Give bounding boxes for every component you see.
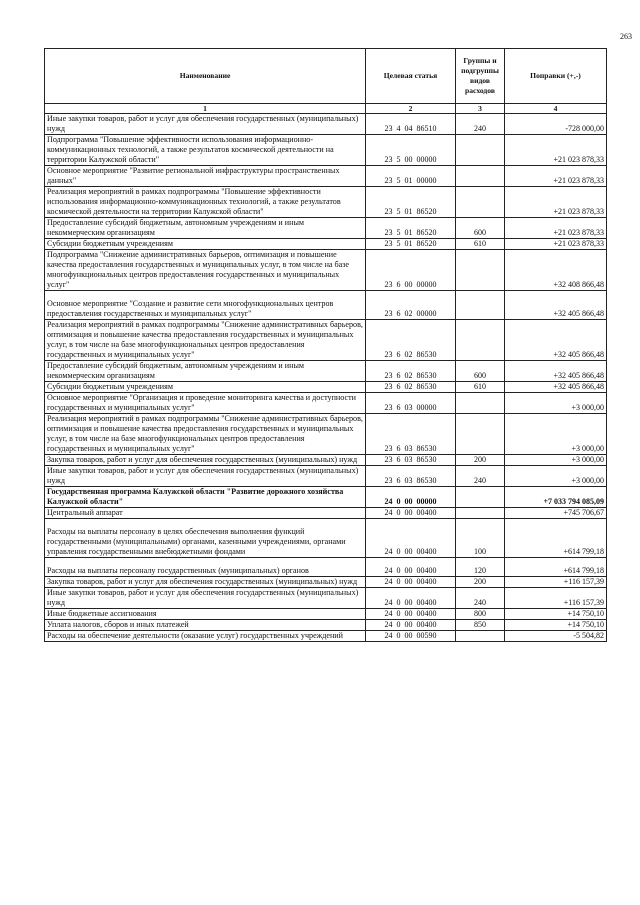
row-name: Подпрограмма "Повышение эффективности использования информационно-коммуникационных технологий, а также результатов космической деятельности на территории Калужской области" [45,135,366,166]
row-expense-group [456,508,505,519]
row-name: Основное мероприятие "Создание и развитие сети многофункциональных центров предоставления государственных и муниципальных услуг" [45,291,366,320]
row-amendment-amount: +3 000,00 [505,393,607,414]
table-row [45,609,607,620]
row-expense-group: 600 [456,218,505,239]
row-name: Субсидии бюджетным учреждениям [45,239,366,250]
column-number: 1 [45,104,366,114]
row-amendment-amount: +32 405 866,48 [505,361,607,382]
row-target-code: 23 5 01 86520 [366,218,456,239]
row-name: Иные закупки товаров, работ и услуг для обеспечения государственных (муниципальных) нужд [45,588,366,609]
row-expense-group [456,135,505,166]
table-row [45,114,607,135]
column-number: 4 [505,104,607,114]
row-name: Основное мероприятие "Развитие региональной инфраструктуры пространственных данных" [45,166,366,187]
table-row [45,519,607,558]
row-target-code: 23 6 02 86530 [366,320,456,361]
row-name: Иные закупки товаров, работ и услуг для обеспечения государственных (муниципальных) нужд [45,114,366,135]
row-name: Реализация мероприятий в рамках подпрограммы "Повышение эффективности использования информационно-коммуникационных технологий, а также результатов космической деятельности на территории Калужской области" [45,187,366,218]
row-amendment-amount: +7 033 794 085,09 [505,487,607,508]
row-target-code: 24 0 00 00400 [366,577,456,588]
row-amendment-amount: +614 799,18 [505,519,607,558]
row-name: Расходы на выплаты персоналу государственных (муниципальных) органов [45,558,366,577]
row-amendment-amount: +21 023 878,33 [505,166,607,187]
row-target-code: 23 6 03 86530 [366,414,456,455]
row-target-code: 23 6 03 86530 [366,455,456,466]
row-name: Иные бюджетные ассигнования [45,609,366,620]
row-expense-group [456,393,505,414]
row-expense-group: 240 [456,114,505,135]
row-target-code: 23 6 02 86530 [366,382,456,393]
row-expense-group: 240 [456,466,505,487]
row-expense-group: 120 [456,558,505,577]
row-target-code: 24 0 00 00400 [366,620,456,631]
table-row [45,382,607,393]
row-amendment-amount: +614 799,18 [505,558,607,577]
row-expense-group: 600 [456,361,505,382]
row-amendment-amount: +3 000,00 [505,455,607,466]
row-target-code: 23 5 00 00000 [366,135,456,166]
table-row [45,218,607,239]
row-name: Закупка товаров, работ и услуг для обеспечения государственных (муниципальных) нужд [45,577,366,588]
table-row [45,558,607,577]
table-row [45,135,607,166]
table-row [45,487,607,508]
table-row [45,508,607,519]
row-name: Реализация мероприятий в рамках подпрограммы "Снижение административных барьеров, оптимизация и повышение качества предоставления государственных и муниципальных услуг, в том числе на базе многофункциональных центров предоставления государственных и муниципальных услуг" [45,414,366,455]
table-row [45,320,607,361]
row-expense-group: 100 [456,519,505,558]
row-name: Подпрограмма "Снижение административных барьеров, оптимизация и повышение качества предоставления государственных и муниципальных услуг, в том числе на базе многофункциональных центров предоставления государственных и муниципальных услуг" [45,250,366,291]
row-name: Закупка товаров, работ и услуг для обеспечения государственных (муниципальных) нужд [45,455,366,466]
row-expense-group: 850 [456,620,505,631]
row-amendment-amount: +21 023 878,33 [505,187,607,218]
table-row [45,588,607,609]
row-amendment-amount: +32 408 866,48 [505,250,607,291]
row-name: Расходы на выплаты персоналу в целях обеспечения выполнения функций государственными (муниципальными) органами, казенными учреждениями, органами управления государственными внебюджетными фондами [45,519,366,558]
row-expense-group [456,414,505,455]
row-name: Субсидии бюджетным учреждениям [45,382,366,393]
row-name: Государственная программа Калужской области "Развитие дорожного хозяйства Калужской области" [45,487,366,508]
row-target-code: 23 6 02 86530 [366,361,456,382]
row-expense-group [456,320,505,361]
row-expense-group: 240 [456,588,505,609]
row-target-code: 23 5 01 00000 [366,166,456,187]
row-amendment-amount: +32 405 866,48 [505,320,607,361]
row-expense-group: 200 [456,455,505,466]
column-number: 2 [366,104,456,114]
table-row [45,577,607,588]
row-name: Реализация мероприятий в рамках подпрограммы "Снижение административных барьеров, оптимизация и повышение качества предоставления государственных и муниципальных услуг, в том числе на базе многофункциональных центров предоставления государственных и муниципальных услуг" [45,320,366,361]
table-row [45,631,607,642]
table-body [45,114,607,642]
row-target-code: 24 0 00 00400 [366,519,456,558]
header-name: Наименование [45,49,366,104]
row-target-code: 24 0 00 00400 [366,508,456,519]
table-row [45,361,607,382]
row-name: Центральный аппарат [45,508,366,519]
row-amendment-amount: +21 023 878,33 [505,218,607,239]
row-target-code: 23 6 00 00000 [366,250,456,291]
row-expense-group: 800 [456,609,505,620]
row-target-code: 24 0 00 00000 [366,487,456,508]
row-target-code: 23 6 02 00000 [366,291,456,320]
row-target-code: 24 0 00 00590 [366,631,456,642]
row-expense-group [456,291,505,320]
row-amendment-amount: +14 750,10 [505,620,607,631]
row-name: Основное мероприятие "Организация и проведение мониторинга качества и доступности государственных и муниципальных услуг" [45,393,366,414]
row-amendment-amount: -728 000,00 [505,114,607,135]
header-target: Целевая статья [366,49,456,104]
column-number: 3 [456,104,505,114]
table-row [45,187,607,218]
row-expense-group: 200 [456,577,505,588]
row-name: Расходы на обеспечение деятельности (оказание услуг) государственных учреждений [45,631,366,642]
row-expense-group [456,187,505,218]
row-amendment-amount: +116 157,39 [505,577,607,588]
column-number-row [45,104,607,114]
row-target-code: 24 0 00 00400 [366,558,456,577]
row-target-code: 23 5 01 86520 [366,187,456,218]
table-row [45,414,607,455]
table-row [45,291,607,320]
row-name: Иные закупки товаров, работ и услуг для обеспечения государственных (муниципальных) нужд [45,466,366,487]
table-row [45,393,607,414]
row-amendment-amount: +32 405 866,48 [505,382,607,393]
row-amendment-amount: +32 405 866,48 [505,291,607,320]
row-target-code: 23 6 03 86530 [366,466,456,487]
row-amendment-amount: +745 706,67 [505,508,607,519]
table-row [45,620,607,631]
page-number: 263 [620,32,632,41]
row-amendment-amount: +21 023 878,33 [505,135,607,166]
row-expense-group: 610 [456,239,505,250]
row-amendment-amount: +14 750,10 [505,609,607,620]
row-amendment-amount: +116 157,39 [505,588,607,609]
table-row [45,239,607,250]
row-amendment-amount: -5 504,82 [505,631,607,642]
row-expense-group [456,250,505,291]
row-name: Предоставление субсидий бюджетным, автономным учреждениям и иным некоммерческим организациям [45,361,366,382]
table-row [45,466,607,487]
budget-amendments-table [44,48,607,642]
row-expense-group: 610 [456,382,505,393]
row-target-code: 23 6 03 00000 [366,393,456,414]
row-expense-group [456,166,505,187]
row-expense-group [456,487,505,508]
row-target-code: 24 0 00 00400 [366,609,456,620]
table-row [45,250,607,291]
row-amendment-amount: +3 000,00 [505,414,607,455]
table-row [45,455,607,466]
row-amendment-amount: +21 023 878,33 [505,239,607,250]
row-target-code: 24 0 00 00400 [366,588,456,609]
row-target-code: 23 5 01 86520 [366,239,456,250]
header-group: Группы и подгруппы видов расходов [456,49,505,104]
row-name: Уплата налогов, сборов и иных платежей [45,620,366,631]
row-expense-group [456,631,505,642]
row-name: Предоставление субсидий бюджетным, автономным учреждениям и иным некоммерческим организациям [45,218,366,239]
header-amendment: Поправки (+,-) [505,49,607,104]
row-amendment-amount: +3 000,00 [505,466,607,487]
row-target-code: 23 4 04 86510 [366,114,456,135]
table-row [45,166,607,187]
